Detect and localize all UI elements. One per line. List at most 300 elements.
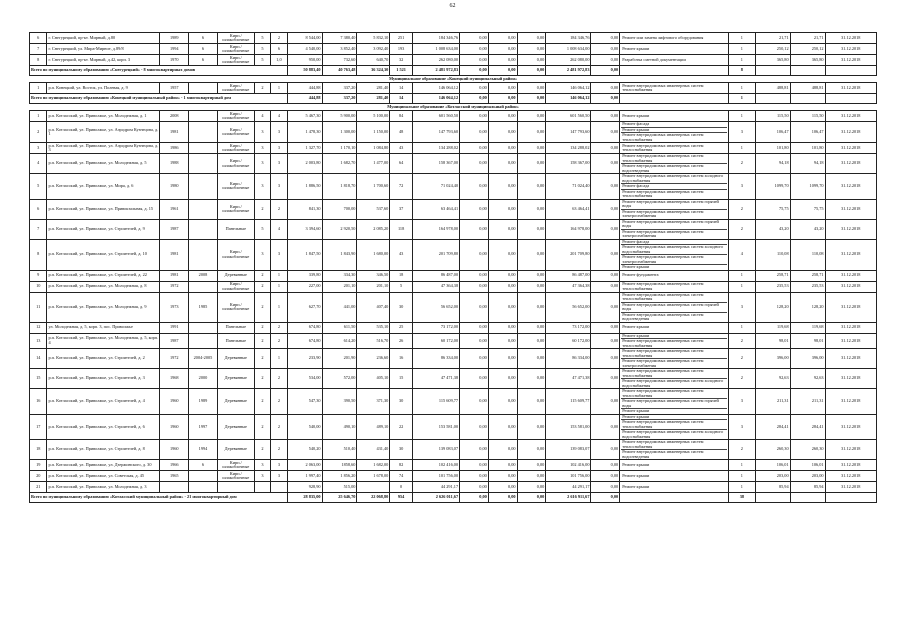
cell-max-cost: 115,50 — [790, 111, 825, 122]
work-item: Ремонт крыши — [622, 45, 650, 51]
cell-area-total: 534,00 — [287, 369, 322, 389]
table-row — [30, 122, 877, 143]
work-item: Ремонт внутридомовых инженерных систем электроснабжения — [622, 208, 704, 218]
work-item: Ремонт внутридомовых инженерных систем теплоснабжения — [622, 338, 704, 348]
cell-works — [620, 369, 729, 389]
cell-number: 11 — [30, 292, 47, 322]
cell-fund-municipal: 0,00 — [517, 174, 546, 200]
cell-cost-total: 73 172,00 — [412, 322, 459, 333]
cell-floors: 2 — [254, 83, 270, 94]
cell-cost-total: 86 487,00 — [412, 270, 459, 281]
cell-fund-owners: 158 367,00 — [546, 154, 591, 174]
cell-fund-regional: 0,00 — [488, 174, 517, 200]
cell-fund-other: 0,00 — [591, 44, 620, 55]
cell-deadline: 31.12.2018 — [825, 199, 876, 219]
cell-fund-other: 0,00 — [591, 174, 620, 200]
cell-area-total: 5 467,30 — [287, 111, 322, 122]
total-fund-other: 0,00 — [591, 493, 620, 503]
cell-fund-federal: 0,00 — [460, 292, 489, 322]
cell-address: р.п. Котласский, ул. Приволжье, ул. Аэродром Кузнецова, д. 1 — [47, 122, 160, 143]
cell-deadline: 31.12.2018 — [825, 389, 876, 415]
cell-deadline: 31.12.2018 — [825, 239, 876, 270]
cell-number: 12 — [30, 322, 47, 333]
cell-year-repair — [189, 154, 218, 174]
cell-fund-municipal: 0,00 — [517, 281, 546, 292]
cell-year-repair — [189, 239, 218, 270]
cell-fund-owners: 73 172,00 — [546, 322, 591, 333]
cell-fund-municipal: 0,00 — [517, 471, 546, 482]
cell-area-living: 1 477,00 — [357, 154, 390, 174]
table-row — [30, 154, 877, 174]
cell-address: р.п. Котласский, ул. Приволжье, ул. Советская, д. 45 — [47, 471, 160, 482]
cell-area-living: 537,60 — [357, 199, 390, 219]
cell-wall-material: Кирп./ шлакоблочные — [217, 111, 254, 122]
cell-fund-other: 0,00 — [591, 154, 620, 174]
cell-area-premises: 2 920,50 — [322, 219, 357, 239]
cell-unit-count: 3 — [729, 122, 756, 143]
cell-address: р.п. Котласский, ул. Приволжье, ул. Молодежная, д. 5 — [47, 154, 160, 174]
cell-max-cost: 106,47 — [790, 122, 825, 143]
cell-address: р.п. Котласский, ул. Приволжье, ул. Строителей, д. 6 — [47, 414, 160, 440]
cell-max-cost: 106,01 — [790, 460, 825, 471]
cell-fund-other: 0,00 — [591, 33, 620, 44]
cell-deadline: 31.12.2018 — [825, 440, 876, 460]
cell-fund-regional: 0,00 — [488, 143, 517, 154]
cell-area-total: 4 540,00 — [287, 44, 322, 55]
total-empty-cell — [790, 493, 825, 503]
table-row — [30, 219, 877, 239]
cell-fund-owners: 47 364,38 — [546, 281, 591, 292]
cell-area-premises: 515,00 — [322, 482, 357, 493]
cell-deadline: 31.12.2018 — [825, 111, 876, 122]
cell-fund-regional: 0,00 — [488, 333, 517, 349]
table-row — [30, 143, 877, 154]
cell-fund-owners: 164 978,00 — [546, 219, 591, 239]
cell-address: р.п. Котласский, ул. Приволжье, ул. Строителей, д. 3 — [47, 369, 160, 389]
cell-spec-cost: 75,75 — [755, 199, 790, 219]
cell-wall-material: Кирп./ шлакоблочные — [217, 281, 254, 292]
cell-unit-count: 3 — [729, 414, 756, 440]
cell-residents: 72 — [390, 174, 413, 200]
cell-area-premises: 337,20 — [322, 83, 357, 94]
cell-year-repair — [189, 174, 218, 200]
cell-fund-other: 0,00 — [591, 83, 620, 94]
cell-deadline: 31.12.2018 — [825, 460, 876, 471]
cell-fund-other: 0,00 — [591, 471, 620, 482]
cell-fund-municipal: 0,00 — [517, 83, 546, 94]
cell-cost-total: 146 064,12 — [412, 83, 459, 94]
cell-year-built: 1972 — [160, 349, 189, 369]
cell-fund-owners: 56 652,00 — [546, 292, 591, 322]
cell-works — [620, 322, 729, 333]
cell-works — [620, 333, 729, 349]
total-area-premises: 25 646,70 — [322, 493, 357, 503]
cell-area-total: 928,90 — [287, 482, 322, 493]
cell-year-repair: 6 — [189, 33, 218, 44]
section-title: Муниципальное образование «Конецкий муниципальный район» — [30, 76, 877, 83]
cell-works — [620, 199, 729, 219]
cell-unit-count: 1 — [729, 322, 756, 333]
cell-year-built: 1987 — [160, 333, 189, 349]
work-item: Ремонт крыши — [622, 461, 650, 467]
cell-area-living: 3 092,40 — [357, 44, 390, 55]
total-cost-total: 146 064,12 — [412, 94, 459, 104]
cell-area-total: 540,00 — [287, 414, 322, 440]
cell-fund-federal: 0,00 — [460, 333, 489, 349]
total-area-living: 281,40 — [357, 94, 390, 104]
cell-entrances: 3 — [271, 143, 287, 154]
cell-works — [620, 154, 729, 174]
cell-max-cost: 43,20 — [790, 219, 825, 239]
cell-area-living: 5 100,00 — [357, 111, 390, 122]
cell-area-living: 640,70 — [357, 55, 390, 66]
cell-year-built: 1988 — [160, 154, 189, 174]
cell-fund-owners: 63 464,41 — [546, 199, 591, 219]
cell-fund-municipal: 0,00 — [517, 122, 546, 143]
cell-fund-municipal: 0,00 — [517, 333, 546, 349]
total-empty-cell — [790, 94, 825, 104]
cell-unit-count: 4 — [729, 239, 756, 270]
cell-floors: 2 — [254, 414, 270, 440]
work-item: Ремонт внутридомовых инженерных систем холодного водоснабжения — [621, 245, 727, 255]
cell-fund-federal: 0,00 — [460, 349, 489, 369]
cell-spec-cost: 101,80 — [755, 143, 790, 154]
cell-area-living: 201,10 — [357, 281, 390, 292]
cell-entrances: 1 — [271, 292, 287, 322]
table-row — [30, 199, 877, 219]
cell-spec-cost: 85,94 — [755, 482, 790, 493]
total-empty-cell — [825, 66, 876, 76]
cell-unit-count: 1 — [729, 55, 756, 66]
cell-entrances: 2 — [271, 333, 287, 349]
total-fund-rb: 0,00 — [488, 94, 517, 104]
cell-residents: 14 — [390, 83, 413, 94]
cell-max-cost: 203,00 — [790, 471, 825, 482]
cell-unit-count: 2 — [729, 440, 756, 460]
cell-year-built: 1966 — [160, 460, 189, 471]
cell-address: р.п. Котласский, ул. Приволжье, ул. Молодежная, д. 9 — [47, 292, 160, 322]
total-fund-owner: 2 616 911,67 — [546, 493, 591, 503]
cell-residents: 193 — [390, 44, 413, 55]
cell-spec-cost: 21,71 — [755, 33, 790, 44]
cell-entrances: 1 — [271, 281, 287, 292]
cell-max-cost: 365,80 — [790, 55, 825, 66]
cell-cost-total: 139 083,07 — [412, 440, 459, 460]
table-row — [30, 174, 877, 200]
cell-floors: 2 — [254, 389, 270, 415]
cell-fund-regional: 0,00 — [488, 154, 517, 174]
cell-fund-municipal: 0,00 — [517, 440, 546, 460]
cell-area-living: 1 678,00 — [357, 471, 390, 482]
cell-fund-regional: 0,00 — [488, 281, 517, 292]
work-item: Ремонт внутридомовых инженерных систем холодного водоснабжения — [622, 378, 724, 388]
cell-works — [620, 33, 729, 44]
page-number: 62 — [449, 3, 456, 9]
work-item: Ремонт крыши — [621, 334, 727, 340]
cell-fund-municipal: 0,00 — [517, 239, 546, 270]
table-row — [30, 333, 877, 349]
cell-max-cost: 211,31 — [790, 389, 825, 415]
work-item: Ремонт фундамента — [622, 272, 659, 278]
cell-spec-cost: 106,47 — [755, 122, 790, 143]
total-residents: 14 — [390, 94, 413, 104]
table-row — [30, 292, 877, 322]
total-area-premises: 40 763,48 — [322, 66, 357, 76]
cell-deadline: 31.12.2018 — [825, 349, 876, 369]
total-residents: 954 — [390, 493, 413, 503]
cell-cost-total: 201 709,80 — [412, 239, 459, 270]
total-fund-fr: 0,00 — [460, 66, 489, 76]
cell-area-premises: 390,50 — [322, 389, 357, 415]
cell-fund-federal: 0,00 — [460, 389, 489, 415]
total-fund-mb: 0,00 — [517, 493, 546, 503]
section-total-row — [30, 66, 877, 76]
work-item: Ремонт внутридомовых инженерных систем горячей воды — [621, 200, 727, 210]
cell-residents: 0 — [390, 482, 413, 493]
cell-address: р.п. Котласский, ул. Приволжье, ул. Молодежная, д. 5, корп. 4 — [47, 333, 160, 349]
cell-deadline: 31.12.2018 — [825, 143, 876, 154]
cell-works — [620, 281, 729, 292]
cell-area-living: 1 682,00 — [357, 460, 390, 471]
cell-fund-owners: 115 609,77 — [546, 389, 591, 415]
cell-max-cost: 92,63 — [790, 369, 825, 389]
cell-unit-count: 2 — [729, 333, 756, 349]
cell-year-repair — [189, 333, 218, 349]
cell-area-total: 950,00 — [287, 55, 322, 66]
cell-works — [620, 83, 729, 94]
cell-works — [620, 44, 729, 55]
cell-fund-regional: 0,00 — [488, 122, 517, 143]
total-works-empty — [620, 94, 729, 104]
total-works-empty — [620, 66, 729, 76]
cell-max-cost: 1099,70 — [790, 174, 825, 200]
cell-spec-cost: 110,08 — [755, 239, 790, 270]
cell-area-total: 674,80 — [287, 333, 322, 349]
cell-fund-federal: 0,00 — [460, 440, 489, 460]
cell-max-cost: 98,01 — [790, 333, 825, 349]
cell-area-total: 674,80 — [287, 322, 322, 333]
cell-cost-total: 158 367,00 — [412, 154, 459, 174]
cell-wall-material: Деревянные — [217, 270, 254, 281]
cell-entrances — [271, 482, 287, 493]
cell-works — [620, 111, 729, 122]
cell-fund-owners: 86 334,00 — [546, 349, 591, 369]
cell-fund-other: 0,00 — [591, 440, 620, 460]
cell-entrances: 3 — [271, 122, 287, 143]
table-row — [30, 471, 877, 482]
cell-cost-total: 86 334,00 — [412, 349, 459, 369]
cell-area-total: 1 847,50 — [287, 239, 322, 270]
cell-spec-cost: 115,50 — [755, 111, 790, 122]
cell-entrances: 1 — [271, 349, 287, 369]
cell-deadline: 31.12.2018 — [825, 281, 876, 292]
cell-fund-municipal: 0,00 — [517, 414, 546, 440]
cell-entrances: 2 — [271, 33, 287, 44]
cell-cost-total: 164 978,00 — [412, 219, 459, 239]
cell-year-repair — [189, 322, 218, 333]
cell-fund-owners: 146 064,12 — [546, 83, 591, 94]
cell-address: р.п. Котласский, ул. Приволжье, ул. Строителей, д. 2 — [47, 349, 160, 369]
cell-residents: 30 — [390, 440, 413, 460]
total-area-total: 50 883,40 — [287, 66, 322, 76]
cell-area-total: 1 886,50 — [287, 174, 322, 200]
cell-number: 8 — [30, 239, 47, 270]
work-item: Ремонт фасада — [621, 240, 727, 246]
cell-cost-total: 63 464,41 — [412, 199, 459, 219]
cell-works — [620, 414, 729, 440]
work-item: Ремонт внутридомовых инженерных систем горячей воды — [621, 220, 727, 230]
cell-fund-federal: 0,00 — [460, 122, 489, 143]
table-row — [30, 281, 877, 292]
total-label: Всего по муниципальному образованию «Котласский муниципальный район» - 21 многоквартирный дом — [30, 493, 288, 503]
cell-fund-regional: 0,00 — [488, 33, 517, 44]
cell-unit-count: 1 — [729, 482, 756, 493]
cell-max-cost: 396,00 — [790, 349, 825, 369]
cell-year-built: 1957 — [160, 83, 189, 94]
cell-spec-cost: 260,30 — [755, 440, 790, 460]
cell-fund-federal: 0,00 — [460, 281, 489, 292]
cell-wall-material: Кирп./ шлакоблочные — [217, 174, 254, 200]
cell-entrances: 2 — [271, 414, 287, 440]
cell-wall-material: Кирп./ шлакоблочные — [217, 199, 254, 219]
cell-max-cost: 110,08 — [790, 239, 825, 270]
cell-area-total: 841,30 — [287, 199, 322, 219]
cell-fund-regional: 0,00 — [488, 369, 517, 389]
cell-fund-owners: 71 024,40 — [546, 174, 591, 200]
cell-address: р.п. Котласский, ул. Приволжье, ул. Строителей, д. 9 — [47, 219, 160, 239]
cell-fund-owners: 147 793,60 — [546, 122, 591, 143]
table-row — [30, 322, 877, 333]
work-item: Ремонт внутридомовых инженерных систем теплоснабжения — [622, 188, 704, 198]
cell-area-total: 2 063,00 — [287, 460, 322, 471]
cell-spec-cost: 92,63 — [755, 369, 790, 389]
total-fund-fr: 0,00 — [460, 94, 489, 104]
cell-entrances: 4 — [271, 219, 287, 239]
total-label: Всего по муниципальному образованию «Снегурецкий» - 8 многоквартирных домов — [30, 66, 288, 76]
cell-fund-federal: 0,00 — [460, 460, 489, 471]
cell-deadline: 31.12.2018 — [825, 83, 876, 94]
cell-spec-cost: 365,80 — [755, 55, 790, 66]
cell-cost-total: 134 288,02 — [412, 143, 459, 154]
cell-fund-regional: 0,00 — [488, 55, 517, 66]
cell-entrances: 3 — [271, 239, 287, 270]
table-row — [30, 55, 877, 66]
cell-deadline: 31.12.2018 — [825, 55, 876, 66]
cell-fund-other: 0,00 — [591, 333, 620, 349]
cell-area-total: 339,80 — [287, 270, 322, 281]
cell-area-living: 1 680,00 — [357, 239, 390, 270]
cell-spec-cost: 488,81 — [755, 83, 790, 94]
cell-number: 5 — [30, 174, 47, 200]
work-item: Ремонт крыши — [621, 128, 727, 134]
table-row — [30, 460, 877, 471]
cell-area-premises: 1 682,70 — [322, 154, 357, 174]
cell-cost-total: 56 652,00 — [412, 292, 459, 322]
total-fund-other: 0,00 — [591, 94, 620, 104]
cell-unit-count: 1 — [729, 270, 756, 281]
cell-residents: 22 — [390, 414, 413, 440]
cell-fund-municipal: 0,00 — [517, 270, 546, 281]
cell-fund-other: 0,00 — [591, 55, 620, 66]
cell-max-cost: 94,18 — [790, 154, 825, 174]
cell-residents: 30 — [390, 389, 413, 415]
cell-deadline: 31.12.2018 — [825, 322, 876, 333]
cell-address: ул. Молодежная, д. 5, корп. 3, пос. Приволжье — [47, 322, 160, 333]
cell-wall-material: Панельные — [217, 219, 254, 239]
cell-wall-material: Кирп./ шлакоблочные — [217, 471, 254, 482]
cell-unit-count: 1 — [729, 143, 756, 154]
table-row — [30, 239, 877, 270]
cell-number: 3 — [30, 143, 47, 154]
cell-year-built: 1987 — [160, 219, 189, 239]
cell-fund-other: 0,00 — [591, 369, 620, 389]
cell-fund-other: 0,00 — [591, 322, 620, 333]
cell-number: 19 — [30, 460, 47, 471]
cell-fund-other: 0,00 — [591, 111, 620, 122]
cell-works — [620, 219, 729, 239]
cell-year-repair — [189, 219, 218, 239]
cell-residents: 18 — [390, 270, 413, 281]
cell-fund-owners: 44 291,17 — [546, 482, 591, 493]
cell-floors: 5 — [254, 44, 270, 55]
cell-number: 6 — [30, 33, 47, 44]
cell-area-living: 346,50 — [357, 270, 390, 281]
cell-floors: 3 — [254, 460, 270, 471]
cell-area-living: 516,70 — [357, 333, 390, 349]
cell-max-cost: 258,71 — [790, 270, 825, 281]
cell-cost-total: 71 024,40 — [412, 174, 459, 200]
cell-fund-owners: 60 172,00 — [546, 333, 591, 349]
cell-number: 9 — [30, 270, 47, 281]
cell-fund-owners: 601 560,50 — [546, 111, 591, 122]
cell-area-premises: 1 856,20 — [322, 471, 357, 482]
cell-cost-total: 115 609,77 — [412, 389, 459, 415]
cell-cost-total: 147 793,60 — [412, 122, 459, 143]
cell-spec-cost: 250,12 — [755, 44, 790, 55]
cell-unit-count: 2 — [729, 154, 756, 174]
cell-number: 2 — [30, 122, 47, 143]
cell-residents: 84 — [390, 111, 413, 122]
cell-area-living: 535,10 — [357, 322, 390, 333]
work-item: Ремонт внутридомовых инженерных систем водоотведения — [622, 449, 704, 459]
cell-number: 14 — [30, 349, 47, 369]
cell-address: р.п. Котласский, ул. Приволжье, ул. Строителей, д. 10 — [47, 239, 160, 270]
cell-wall-material: Деревянные — [217, 369, 254, 389]
total-fund-rb: 0,00 — [488, 493, 517, 503]
cell-entrances: 3 — [271, 174, 287, 200]
work-item: Разработка сметной документации — [622, 56, 686, 62]
cell-year-repair — [189, 143, 218, 154]
cell-fund-regional: 0,00 — [488, 460, 517, 471]
cell-address: р.п. Котласский, ул. Приволжье, ул. Строителей, д. 8 — [47, 440, 160, 460]
cell-year-built: 1972 — [160, 281, 189, 292]
cell-deadline: 31.12.2018 — [825, 219, 876, 239]
cell-year-repair — [189, 281, 218, 292]
total-fund-fr: 0,00 — [460, 493, 489, 503]
cell-area-total: 1 327,70 — [287, 143, 322, 154]
cell-fund-federal: 0,00 — [460, 270, 489, 281]
cell-fund-regional: 0,00 — [488, 83, 517, 94]
cell-works — [620, 292, 729, 322]
cell-year-built: 1970 — [160, 55, 189, 66]
work-item: Ремонт фасада — [621, 122, 727, 128]
cell-deadline: 31.12.2018 — [825, 33, 876, 44]
cell-area-premises: 614,20 — [322, 333, 357, 349]
cell-area-premises: 1 843,90 — [322, 239, 357, 270]
cell-wall-material: Деревянные — [217, 414, 254, 440]
cell-works — [620, 460, 729, 471]
cell-area-living — [357, 482, 390, 493]
